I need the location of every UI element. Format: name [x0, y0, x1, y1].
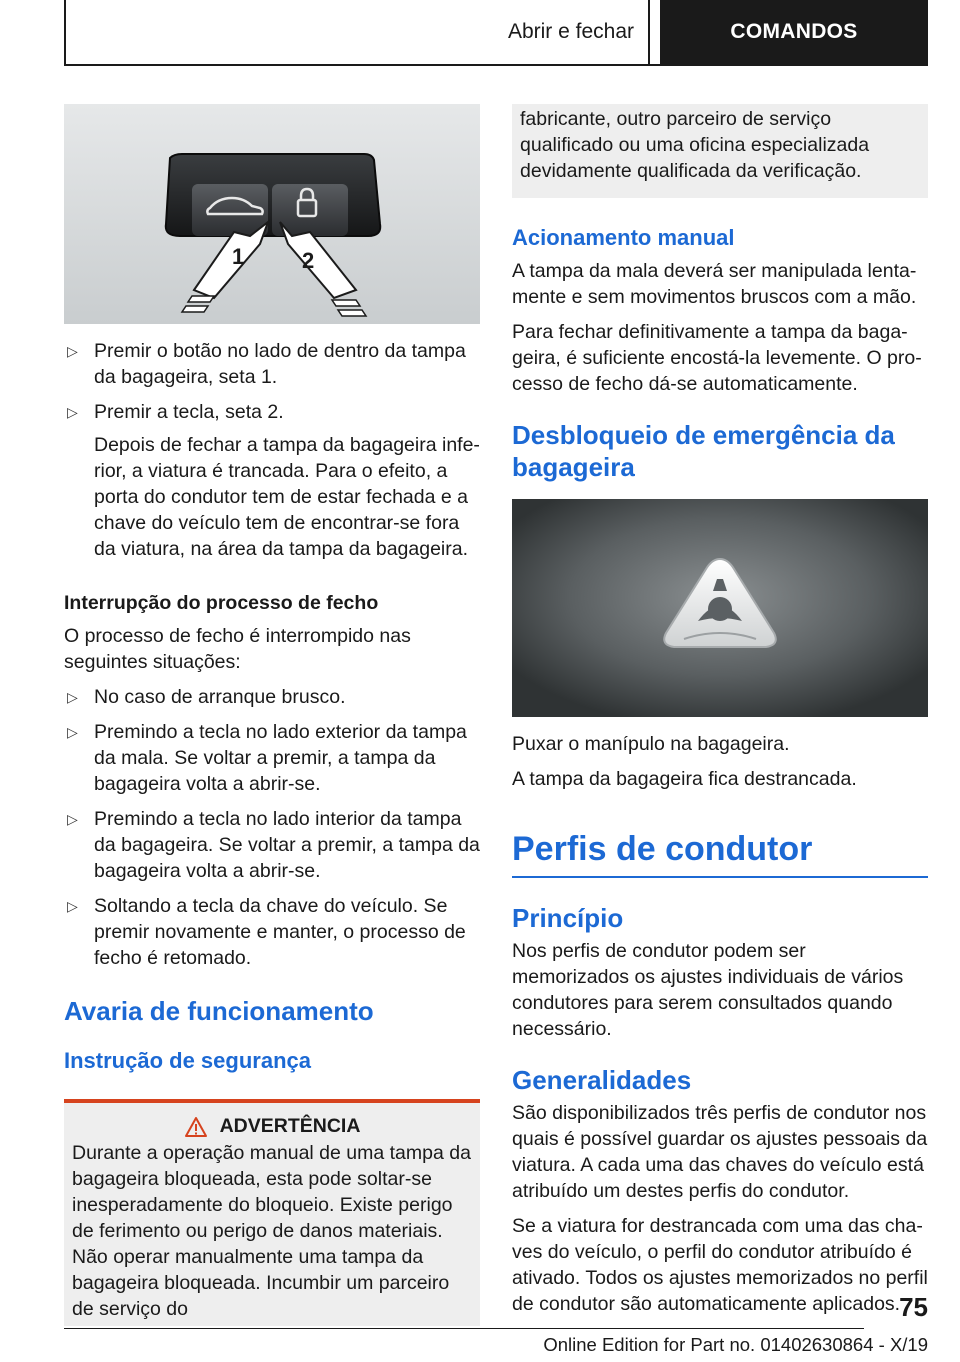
manual-heading: Acionamento manual	[512, 225, 735, 250]
footer-rule	[64, 1328, 864, 1329]
triangle-bullet-icon: ▷	[67, 404, 78, 420]
principle-paragraph: Nos perfis de condutor podem ser memorizados os ajustes individuais de vários condutores para serem consultados quando necessário.	[512, 940, 904, 1040]
trunk-buttons-figure	[64, 104, 480, 324]
list-item: ▷ Premir o botão no lado de dentro da tampa da bagageira, seta 1.	[67, 340, 466, 388]
general-paragraph-1: São disponibilizados três perfis de condutor nos quais é possível guardar os ajustes pessoais da viatura. A cada uma das chaves do veículo está atribuído um destes perfis do condutor.	[512, 1102, 928, 1202]
manual-paragraph-2: Para fechar definitivamente a tampa da bagageira, é suficiente encostá-la levemente. O processo de fecho dá-se automaticamente.	[512, 321, 922, 395]
emergency-release-illustration	[512, 499, 928, 717]
profiles-heading: Perfis de condutor	[512, 830, 813, 868]
triangle-bullet-icon: ▷	[67, 724, 78, 740]
manual-paragraph-1: A tampa da mala deverá ser manipulada lentamente e sem movimentos bruscos com a mão.	[512, 260, 917, 308]
warning-text-continued: fabricante, outro parceiro de serviço qualificado ou uma oficina especializada devidamente qualificada da verificação.	[520, 108, 870, 182]
general-heading: Generalidades	[512, 1065, 692, 1095]
list-item: ▷ No caso de arranque brusco.	[67, 686, 346, 708]
interrupt-intro: O processo de fecho é interrompido nas seguintes situações:	[64, 625, 411, 673]
header-section-tab	[64, 0, 650, 64]
list-item: ▷ Premindo a tecla no lado interior da tampa da bagageira. Se voltar a premir, a tampa da bagageira volta a abrir-se.	[67, 808, 480, 882]
warning-text: Durante a operação manual de uma tampa da bagageira bloqueada, esta pode soltar-se inesperadamente do bloqueio. Existe perigo de ferimento ou perigo de danos materiais. Não operar manualmente uma tampa da bagageira bloqueada. Incumbir um parceiro de serviço do	[72, 1142, 471, 1320]
header-chapter-tab	[660, 0, 928, 64]
step-2-continuation: Depois de fechar a tampa da bagageira inferior, a viatura é trancada. Para o efeito, a porta do condutor tem de estar fechada e a chave do veículo tem de encontrar-se fora da viatura, na área da tampa da bagageira.	[94, 434, 480, 560]
profiles-rule	[512, 876, 928, 878]
trunk-steps-list	[64, 338, 480, 425]
page-number: 75	[899, 1292, 928, 1322]
right-column	[512, 104, 928, 1326]
triangle-bullet-icon: ▷	[67, 689, 78, 705]
arrow-1-label: 1	[232, 244, 245, 269]
interrupt-list	[64, 684, 480, 971]
malfunction-heading: Avaria de funcionamento	[64, 996, 374, 1026]
header-chapter-title: COMANDOS	[730, 20, 858, 43]
left-column	[64, 104, 480, 1326]
principle-heading: Princípio	[512, 903, 624, 933]
triangle-bullet-icon: ▷	[67, 343, 78, 359]
emergency-heading: Desbloqueio de emergência da bagageira	[512, 420, 895, 482]
safety-heading: Instrução de segurança	[64, 1048, 311, 1073]
list-item: ▷ Premindo a tecla no lado exterior da tampa da mala. Se voltar a premir, a tampa da bagageira volta a abrir-se.	[67, 721, 467, 795]
list-item: ▷ Premir a tecla, seta 2.	[67, 401, 284, 423]
warning-title: ADVERTÊNCIA	[219, 1115, 361, 1137]
warning-box-continued	[512, 104, 928, 198]
interrupt-heading: Interrupção do processo de fecho	[64, 592, 379, 614]
emergency-paragraph-1: Puxar o manípulo na bagageira.	[512, 733, 790, 755]
emergency-release-figure	[512, 499, 928, 717]
footer-edition: Online Edition for Part no. 01402630864 - X/19	[543, 1334, 928, 1355]
warning-triangle-icon	[184, 1116, 208, 1138]
triangle-bullet-icon: ▷	[67, 811, 78, 827]
inner-trunk-button	[192, 184, 268, 236]
emergency-paragraph-2: A tampa da bagageira fica destrancada.	[512, 768, 857, 790]
header-rule	[64, 64, 928, 66]
header-section-title: Abrir e fechar	[507, 20, 634, 43]
general-paragraph-2: Se a viatura for destrancada com uma das chaves do veículo, o perfil do condutor atribuído é ativado. Todos os ajustes memorizados no perfil de condutor são automaticamente aplicados.	[512, 1215, 928, 1315]
list-item: ▷ Soltando a tecla da chave do veículo. Se premir novamente e manter, o processo de fecho é retomado.	[67, 895, 466, 969]
trunk-buttons-illustration	[64, 104, 480, 324]
arrow-2-label: 2	[302, 248, 315, 273]
triangle-bullet-icon: ▷	[67, 898, 78, 914]
warning-box	[64, 1099, 480, 1326]
